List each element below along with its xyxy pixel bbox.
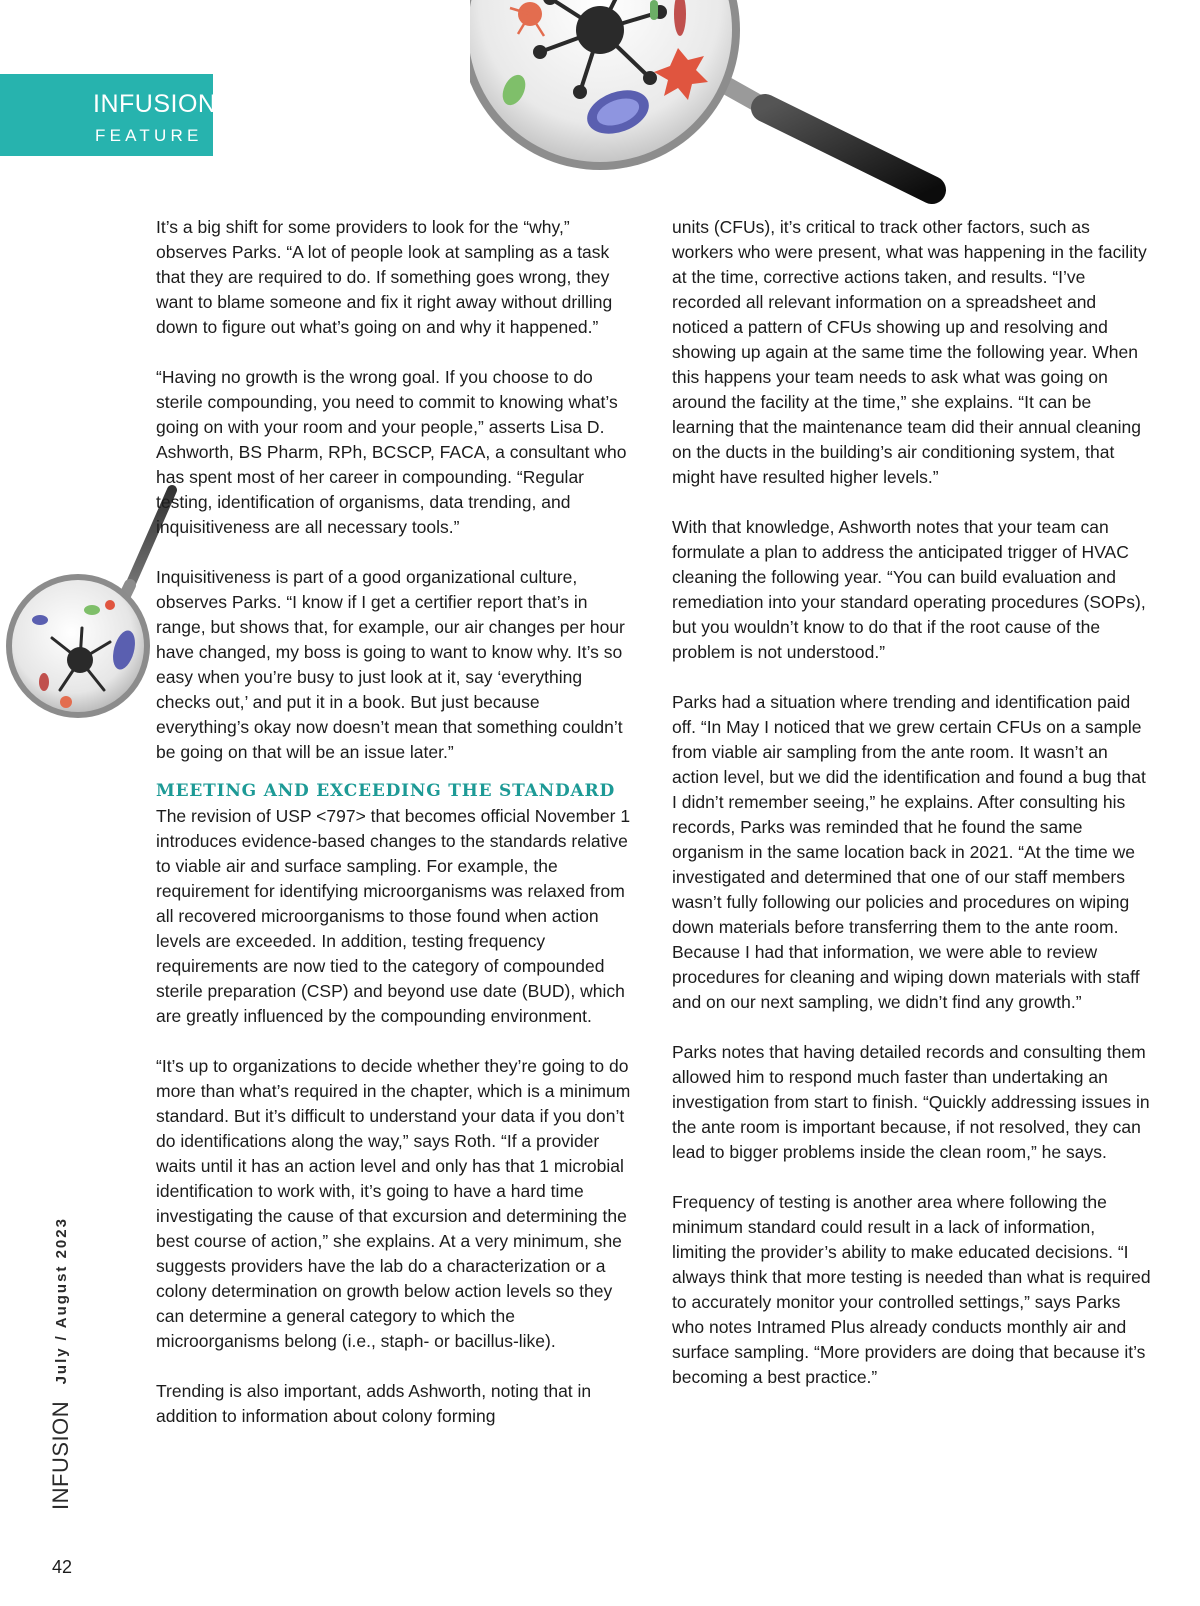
issue-label (48, 1217, 74, 1510)
issue-month: July (52, 1346, 70, 1385)
magnifier-microbes-top-icon (470, 0, 990, 210)
body-paragraph: It’s a big shift for some providers to look for the “why,” observes Parks. “A lot of people look at sampling as a task that they are required to do. If something goes wrong, they want to blame someone and fix it right away without drilling down to figure out what’s going on and why it happened.” (156, 217, 613, 337)
body-paragraph: “Having no growth is the wrong goal. If you choose to do sterile compounding, you need to commit to knowing what’s going on with your room and your people,” asserts Lisa D. Ashworth, BS Pharm, RPh, BCSCP, FACA, a consultant who has spent most of her career in compounding. “Regular testing, identification of organisms, data trending, and inquisitiveness are all necessary tools.” (156, 367, 627, 537)
right-column (672, 215, 1152, 1415)
magnifier-microbes-side-icon (0, 470, 180, 720)
section-heading: MEETING AND EXCEEDING THE STANDARD (156, 781, 615, 801)
issue-separator: / (52, 1334, 70, 1341)
body-paragraph: With that knowledge, Ashworth notes that your team can formulate a plan to address the anticipated trigger of HVAC cleaning the following year. “You can build evaluation and remediation into your standard operating procedures (SOPs), but you wouldn’t know to do that if the root cause of the problem is not understood.” (672, 517, 1146, 662)
issue-date (53, 1217, 70, 1384)
brand-tab (0, 74, 217, 156)
brand-logo: INFUSION (93, 90, 217, 118)
body-paragraph: units (CFUs), it’s critical to track other factors, such as workers who were present, what was happening in the facility at the time, corrective actions taken, and results. “I’ve recorded all relevant information on a spreadsheet and noticed a pattern of CFUs showing up and resolving and showing up again at the same time the following year. When this happens your team needs to ask what was going on around the facility at the time,” she explains. “It can be learning that the maintenance team did their annual cleaning on the ducts in the building’s air conditioning system, that might have resulted higher levels.” (672, 217, 1147, 487)
body-paragraph: Trending is also important, adds Ashworth, noting that in addition to information about colony forming (156, 1381, 592, 1426)
issue-rest: August 2023 (52, 1217, 70, 1329)
body-paragraph: “It’s up to organizations to decide whether they’re going to do more than what’s required in the chapter, which is a minimum standard. But it’s difficult to understand your data if you don’t do identifications along the way,” says Roth. “If a provider waits until it has an action level and only has that 1 microbial identification to work with, it’s going to have a hard time investigating the cause of that excursion and determining the best course of action,” she explains. At a very minimum, she suggests providers have the lab do a characterization or a colony determination on growth below action levels so they can determine a general category to which the microorganisms belong (i.e., staph- or bacillus-like). (156, 1056, 631, 1351)
body-paragraph: Frequency of testing is another area where following the minimum standard could result in a lack of information, limiting the provider’s ability to make educated decisions. “I always think that more testing is needed than what is required to accurately monitor your controlled settings,” says Parks who notes Intramed Plus already conducts monthly air and surface sampling. “More providers are doing that because it’s becoming a best practice.” (672, 1192, 1151, 1387)
body-paragraph: Parks had a situation where trending and identification paid off. “In May I noticed that we grew certain CFUs on a sample from viable air sampling from the ante room. It wasn’t an action level, but we did the identification and found a bug that I didn’t remember seeing,” he explains. After consulting his records, Parks was reminded that he found the same organism in the same location back in 2021. “At the time we investigated and determined that one of our staff members wasn’t fully following our policies and procedures on wiping down materials before transferring them to the ante room. Because I had that information, we were able to review procedures for cleaning and wiping down materials with staff and on our next sampling, we didn’t find any growth.” (672, 692, 1146, 1012)
section-label: FEATURE (95, 126, 203, 145)
body-paragraph: Inquisitiveness is part of a good organizational culture, observes Parks. “I know if I get a certifier report that’s in range, but shows that, for example, our air changes per hour have changed, my boss is going to want to know why. It’s so easy when you’re busy to just look at it, say ‘everything checks out,’ and put it in a book. But just because everything’s okay now doesn’t mean that something couldn’t be going on that will be an issue later.” (156, 567, 625, 762)
publication-name: INFUSION (48, 1400, 73, 1510)
left-column (156, 215, 632, 1454)
page-number: 42 (52, 1557, 73, 1577)
body-paragraph: The revision of USP <797> that becomes official November 1 introduces evidence-based changes to the standards relative to viable air and surface sampling. For example, the requirement for identifying microorganisms was relaxed from all recovered microorganisms to those found when action levels are exceeded. In addition, testing frequency requirements are now tied to the category of compounded sterile preparation (CSP) and beyond use date (BUD), which are greatly influenced by the compounding environment. (156, 806, 631, 1026)
body-paragraph: Parks notes that having detailed records and consulting them allowed him to respond much faster than undertaking an investigation from start to finish. “Quickly addressing issues in the ante room is important because, if not resolved, they can lead to bigger problems inside the clean room,” he says. (672, 1042, 1150, 1162)
